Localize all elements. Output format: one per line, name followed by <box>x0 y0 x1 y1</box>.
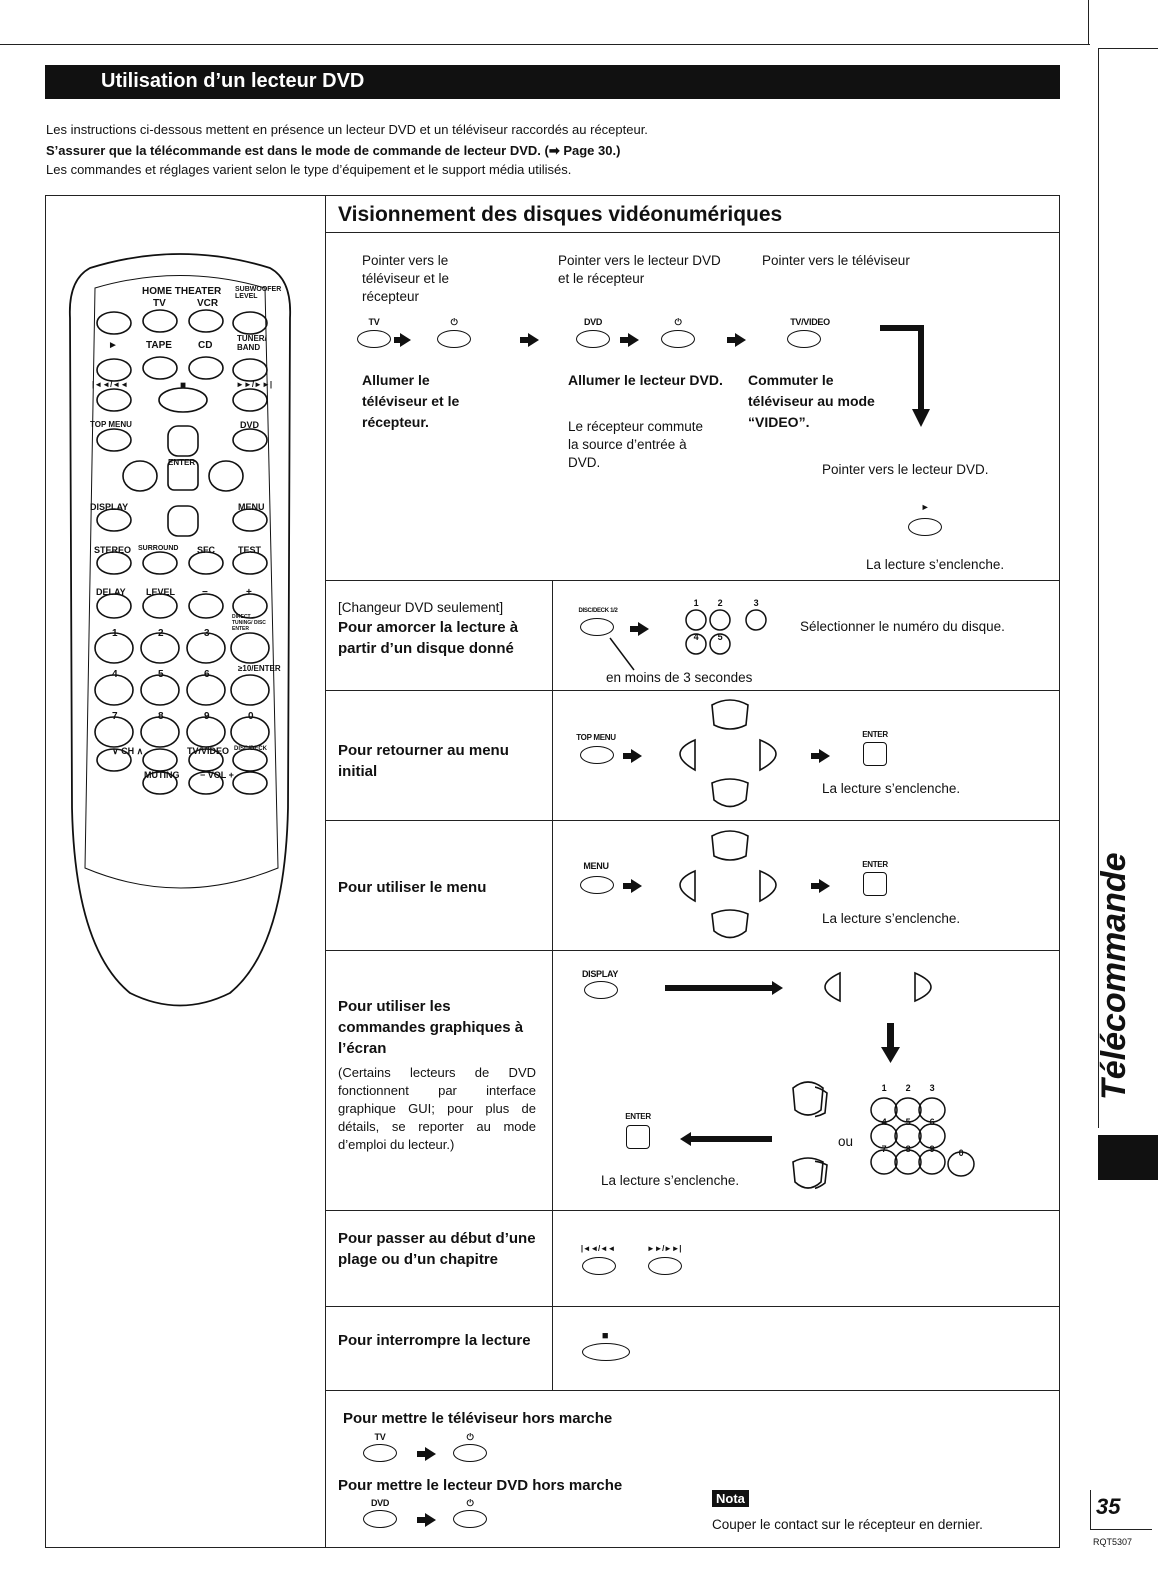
arrow-icon <box>425 1513 436 1527</box>
btn-label-enter: ENTER <box>862 860 888 869</box>
arrow-icon <box>819 749 830 763</box>
skip-title: Pour passer au début d’une plage ou d’un chapitre <box>338 1230 536 1268</box>
arrow-shaft <box>665 985 775 991</box>
disc-desc: Sélectionner le numéro du disque. <box>800 619 1005 634</box>
step4-result: La lecture s’enclenche. <box>866 557 1005 572</box>
power-button[interactable] <box>453 1444 487 1462</box>
btn-label-tvvideo: TV/VIDEO <box>790 317 830 327</box>
arrow-shaft <box>417 1451 426 1457</box>
step3-instruction: Pointer vers le téléviseur <box>762 253 910 268</box>
dvd-off-title: Pour mettre le lecteur DVD hors marche <box>338 1477 623 1494</box>
row-rule <box>325 1210 1060 1211</box>
gui-result: La lecture s’enclenche. <box>601 1173 740 1188</box>
number-label: 5 <box>717 632 723 642</box>
gui-updown-keys <box>789 1078 839 1198</box>
tv-off-title: Pour mettre le téléviseur hors marche <box>343 1410 613 1427</box>
disc-title: Pour amorcer la lecture à partir d’un disque donné <box>338 619 519 657</box>
skip-back-button[interactable] <box>582 1257 616 1275</box>
btn-label-power: ⏻ <box>466 1498 474 1508</box>
step3-action: Commuter le téléviseur au mode “VIDEO”. <box>748 372 875 430</box>
enter-button[interactable] <box>863 872 887 896</box>
gui-or: ou <box>838 1134 854 1149</box>
btn-label-tv: TV <box>374 1432 386 1442</box>
btn-label-display: DISPLAY <box>581 969 619 979</box>
dvd-button[interactable] <box>363 1510 397 1528</box>
number-label: 6 <box>929 1117 935 1127</box>
cursor-keys-icon <box>660 826 800 944</box>
side-label: Télécommande <box>1095 852 1133 1100</box>
btn-label-power: ⏻ <box>466 1432 474 1442</box>
row-rule <box>325 580 1060 581</box>
doc-code: RQT5307 <box>1093 1537 1133 1547</box>
tvvideo-button[interactable] <box>787 330 821 348</box>
arrow-shaft <box>623 883 632 889</box>
arrow-icon <box>819 879 830 893</box>
btn-label-dvd: DVD <box>583 317 603 327</box>
intro-line: Les instructions ci-dessous mettent en présence un lecteur DVD et un téléviseur raccordés au récepteur. <box>46 122 648 137</box>
arrow-icon <box>631 749 642 763</box>
btn-label-skipback: |◄◄/◄◄ <box>580 1244 616 1253</box>
arrow-shaft <box>623 753 632 759</box>
arrow-icon <box>425 1447 436 1461</box>
arrow-shaft <box>727 337 736 343</box>
menu-button[interactable] <box>580 876 614 894</box>
arrow-icon <box>772 981 783 995</box>
nota-text: Couper le contact sur le récepteur en dernier. <box>712 1517 983 1532</box>
row-rule <box>325 1306 1060 1307</box>
arrow-shaft <box>417 1517 426 1523</box>
btn-label-discdeck: DISC/DECK 1/2 <box>578 608 618 614</box>
btn-label-stop: ■ <box>601 1330 609 1342</box>
arrow-icon <box>735 333 746 347</box>
topmenu-result: La lecture s’enclenche. <box>822 781 961 796</box>
section-title: Visionnement des disques vidéonumériques <box>338 203 783 226</box>
page-title: Utilisation d’un lecteur DVD <box>45 65 1060 99</box>
step2-instruction: Pointer vers le lecteur DVD et le récepteur <box>558 253 721 286</box>
arrow-icon <box>631 879 642 893</box>
intro-line-bold: S’assurer que la télécommande est dans le mode de commande de lecteur DVD. (➡ Page 30.) <box>46 143 621 158</box>
power-button[interactable] <box>661 330 695 348</box>
row-rule <box>325 1390 1060 1391</box>
enter-button[interactable] <box>863 742 887 766</box>
arrow-shaft <box>690 1136 772 1142</box>
arrow-shaft <box>394 337 402 343</box>
step4-instruction: Pointer vers le lecteur DVD. <box>822 462 989 477</box>
arrow-shaft <box>811 883 820 889</box>
number-label: 7 <box>881 1144 887 1154</box>
step1-instruction: Pointer vers le téléviseur et le récepteur <box>362 253 450 304</box>
btn-label-dvd: DVD <box>370 1498 390 1508</box>
intro-line: Les commandes et réglages varient selon le type d’équipement et le support média utilisés. <box>46 162 572 177</box>
column-rule <box>552 1306 553 1390</box>
number-label: 9 <box>929 1144 935 1154</box>
arrow-icon <box>628 333 639 347</box>
column-rule <box>552 690 553 820</box>
number-label: 1 <box>693 598 699 608</box>
side-tab <box>1098 1135 1158 1180</box>
step2-action: Allumer le lecteur DVD. <box>568 372 723 388</box>
top-vrule <box>1088 0 1089 45</box>
btn-label-topmenu: TOP MENU <box>576 733 616 742</box>
cursor-keys-icon <box>660 695 800 813</box>
number-label: 5 <box>905 1117 911 1127</box>
page-number: 35 <box>1096 1494 1121 1519</box>
btn-label-enter: ENTER <box>862 730 888 739</box>
btn-label-skipforward: ►►/►►| <box>646 1244 682 1253</box>
column-rule <box>552 1210 553 1306</box>
dvd-button[interactable] <box>576 330 610 348</box>
number-label: 3 <box>753 598 759 608</box>
number-label: 8 <box>905 1144 911 1154</box>
arrow-icon <box>528 333 539 347</box>
row-rule <box>325 950 1060 951</box>
stop-button[interactable] <box>582 1343 630 1361</box>
step1-action: Allumer le téléviseur et le récepteur. <box>362 372 460 430</box>
column-divider <box>325 195 326 1548</box>
nota-badge: Nota <box>712 1490 749 1507</box>
stop-title: Pour interrompre la lecture <box>338 1332 531 1349</box>
topmenu-title: Pour retourner au menu initial <box>338 742 509 780</box>
number-label: 4 <box>693 632 699 642</box>
top-rule <box>0 44 1090 45</box>
row-rule <box>325 820 1060 821</box>
power-button[interactable] <box>453 1510 487 1528</box>
number-label: 4 <box>881 1117 887 1127</box>
step2-note: Le récepteur commute la source d’entrée à DVD. <box>568 419 704 470</box>
number-label: 2 <box>905 1083 911 1093</box>
gui-note: (Certains lecteurs de DVD fonctionnent par interface graphique GUI; pour plus de détails, se reporter au mode d’emploi du lecteur.) <box>338 1065 536 1152</box>
column-rule <box>552 580 553 690</box>
menu-result: La lecture s’enclenche. <box>822 911 961 926</box>
number-label: 1 <box>881 1083 887 1093</box>
title-rule <box>325 232 1060 233</box>
enter-button[interactable] <box>626 1125 650 1149</box>
btn-label-tv: TV <box>368 317 380 327</box>
gui-number-keys <box>870 1090 1025 1186</box>
tv-button[interactable] <box>363 1444 397 1462</box>
number-label: 0 <box>958 1148 964 1158</box>
number-label: 3 <box>929 1083 935 1093</box>
power-button[interactable] <box>437 330 471 348</box>
arrow-shaft <box>811 753 820 759</box>
tv-button[interactable] <box>357 330 391 348</box>
btn-label-play: ► <box>920 502 930 512</box>
row-rule <box>325 690 1060 691</box>
number-label: 2 <box>717 598 723 608</box>
column-rule <box>552 820 553 950</box>
disc-prefix: [Changeur DVD seulement] <box>338 600 504 615</box>
arrow-shaft <box>520 337 529 343</box>
btn-label-power: ⏻ <box>674 317 682 327</box>
btn-label-power: ⏻ <box>450 317 458 327</box>
play-button[interactable] <box>908 518 942 536</box>
display-button[interactable] <box>584 981 618 999</box>
disc-time: en moins de 3 secondes <box>606 670 753 685</box>
btn-label-enter: ENTER <box>625 1112 651 1121</box>
gui-title: Pour utiliser les commandes graphiques à l’écran <box>338 998 524 1057</box>
btn-label-menu: MENU <box>583 861 609 871</box>
arrow-shaft <box>620 337 629 343</box>
menu-title: Pour utiliser le menu <box>338 879 487 896</box>
skip-forward-button[interactable] <box>648 1257 682 1275</box>
topmenu-button[interactable] <box>580 746 614 764</box>
column-rule <box>552 950 553 1210</box>
